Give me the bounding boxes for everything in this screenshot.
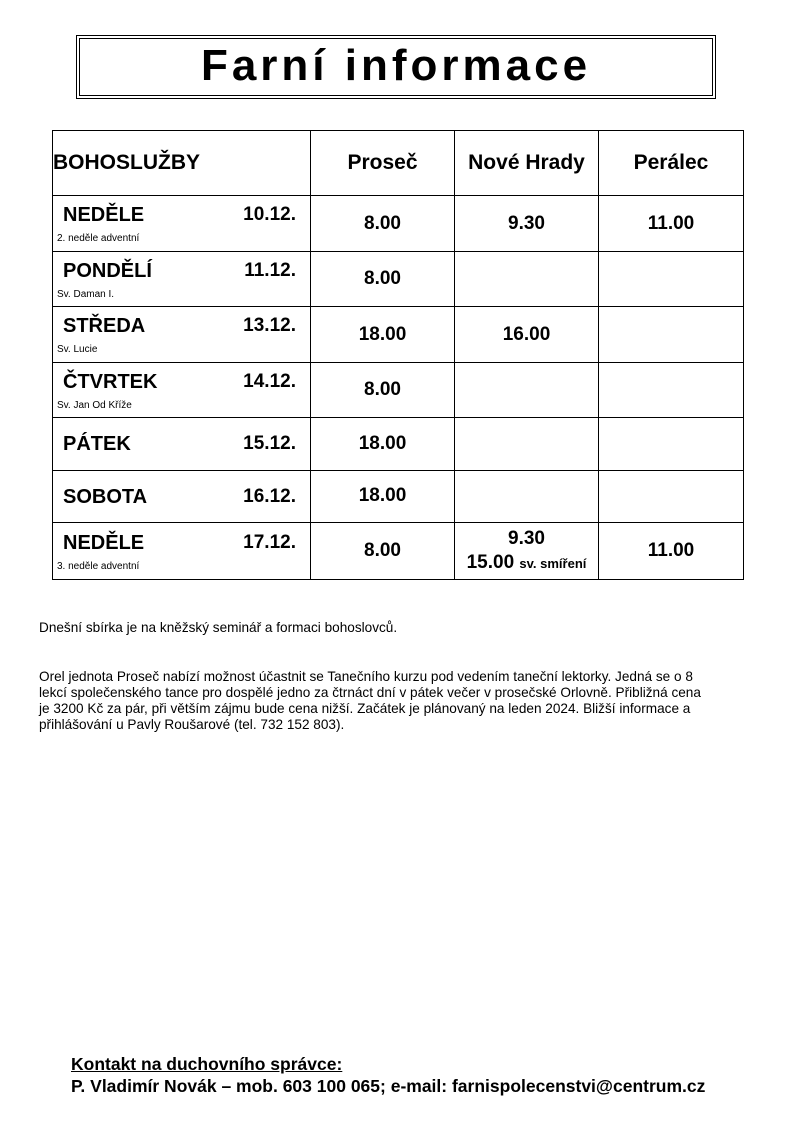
peralec-time: 11.00 xyxy=(599,196,744,252)
nove-hrady-time xyxy=(455,252,599,307)
day-cell xyxy=(53,307,311,363)
day-cell xyxy=(53,252,311,307)
day-cell xyxy=(53,196,311,252)
prosec-time: 18.00 xyxy=(311,471,455,523)
day-cell xyxy=(53,418,311,471)
header-prosec: Proseč xyxy=(311,131,455,196)
peralec-time xyxy=(599,252,744,307)
day-date: 13.12. xyxy=(243,315,296,336)
table-row xyxy=(53,196,744,252)
day-cell xyxy=(53,523,311,580)
day-subtitle: Sv. Lucie xyxy=(57,344,98,355)
prosec-time: 18.00 xyxy=(311,307,455,363)
notice-line: je 3200 Kč za pár, při větším zájmu bude cena nižší. Začátek je plánovaný na leden 2024. Bližší informace a xyxy=(39,701,691,716)
day-date: 15.12. xyxy=(243,433,296,454)
day-name: PÁTEK xyxy=(63,433,131,455)
confession-time: 15.00 xyxy=(466,551,515,573)
table-row xyxy=(53,523,744,580)
prosec-time: 8.00 xyxy=(311,523,455,580)
nove-hrady-times xyxy=(455,523,599,580)
nove-hrady-time: 9.30 xyxy=(455,196,599,252)
peralec-time xyxy=(599,471,744,523)
confession-note: sv. smíření xyxy=(519,555,587,571)
header-peralec: Perálec xyxy=(599,131,744,196)
nove-hrady-time xyxy=(455,471,599,523)
day-name: NEDĚLE xyxy=(63,204,145,226)
peralec-time xyxy=(599,418,744,471)
table-row xyxy=(53,471,744,523)
day-cell xyxy=(53,363,311,418)
contact-heading: Kontakt na duchovního správce: xyxy=(71,1054,343,1074)
prosec-time: 8.00 xyxy=(311,196,455,252)
table-row xyxy=(53,252,744,307)
header-bohosluzby: BOHOSLUŽBY xyxy=(53,131,311,196)
peralec-time xyxy=(599,307,744,363)
day-name: NEDĚLE xyxy=(63,532,145,554)
table-header-row xyxy=(53,131,744,196)
peralec-time xyxy=(599,363,744,418)
day-subtitle: Sv. Daman I. xyxy=(57,289,115,300)
header-nove-hrady: Nové Hrady xyxy=(455,131,599,196)
table-row xyxy=(53,418,744,471)
prosec-time: 18.00 xyxy=(311,418,455,471)
day-name: STŘEDA xyxy=(63,315,146,337)
day-date: 14.12. xyxy=(243,371,296,392)
day-subtitle: Sv. Jan Od Kříže xyxy=(57,400,132,411)
prosec-time: 8.00 xyxy=(311,363,455,418)
notice-line: přihlášování u Pavly Roušarové (tel. 732 152 803). xyxy=(39,717,345,732)
table-row xyxy=(53,363,744,418)
nove-hrady-time xyxy=(455,363,599,418)
day-name: SOBOTA xyxy=(63,486,148,508)
day-name: ČTVRTEK xyxy=(63,371,158,393)
day-date: 10.12. xyxy=(243,204,296,225)
dance-course-notice xyxy=(39,669,759,733)
title-box xyxy=(76,35,716,99)
nove-hrady-time: 16.00 xyxy=(455,307,599,363)
day-name: PONDĚLÍ xyxy=(63,260,152,282)
day-subtitle: 2. neděle adventní xyxy=(57,233,140,244)
notice-line: Orel jednota Proseč nabízí možnost účastnit se Tanečního kurzu pod vedením taneční lektorky. Jedná se o 8 xyxy=(39,669,693,684)
table-row xyxy=(53,307,744,363)
day-date: 16.12. xyxy=(243,486,296,507)
peralec-time: 11.00 xyxy=(599,523,744,580)
nove-hrady-time-2 xyxy=(455,551,598,576)
day-cell xyxy=(53,471,311,523)
collection-notice: Dnešní sbírka je na kněžský seminář a formaci bohoslovců. xyxy=(39,620,398,635)
notice-line: lekcí společenského tance pro dospělé jedno za čtrnáct dní v pátek večer v prosečské Orlovně. Přibližná cena xyxy=(39,685,701,700)
day-date: 17.12. xyxy=(243,532,296,553)
contact-details: P. Vladimír Novák – mob. 603 100 065; e-mail: farnispolecenstvi@centrum.cz xyxy=(71,1076,706,1096)
page-title: Farní informace xyxy=(200,41,592,90)
contact-block xyxy=(71,1053,705,1097)
nove-hrady-time xyxy=(455,418,599,471)
day-date: 11.12. xyxy=(244,260,296,281)
schedule-table xyxy=(52,130,744,580)
prosec-time: 8.00 xyxy=(311,252,455,307)
day-subtitle: 3. neděle adventní xyxy=(57,561,140,572)
nove-hrady-time: 9.30 xyxy=(508,527,545,549)
